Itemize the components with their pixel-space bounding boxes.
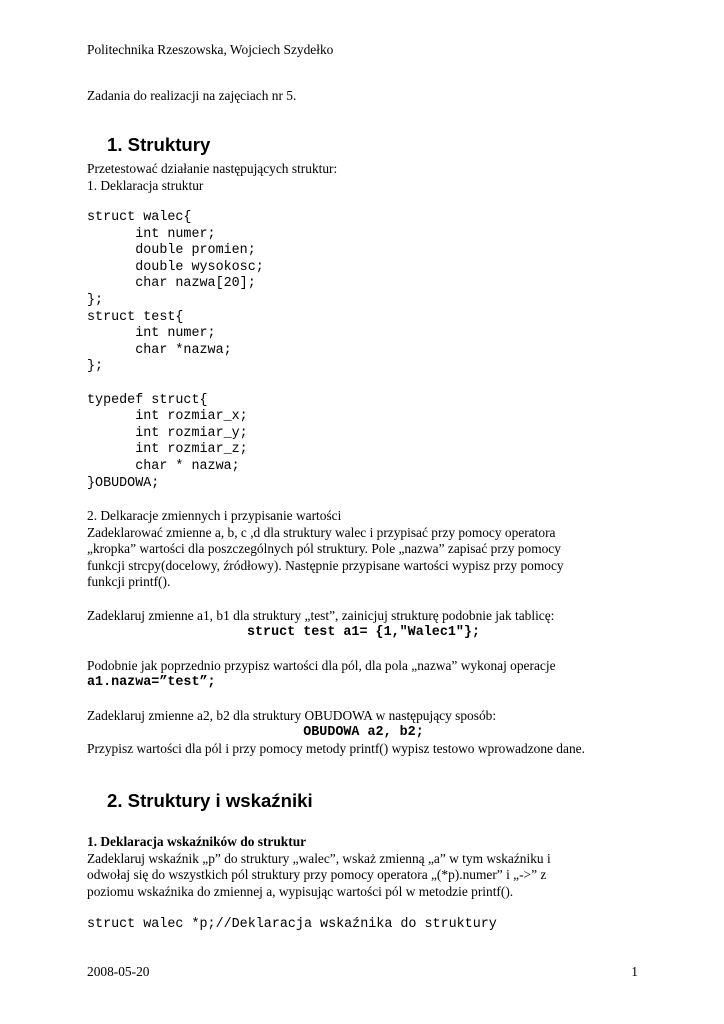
code-pointer-decl: struct walec *p;//Deklaracja wskaźnika do struktury — [87, 917, 497, 932]
para-line: Podobnie jak poprzednio przypisz wartości dla pól, dla pola „nazwa” wykonaj operacje — [87, 658, 556, 673]
code-obudowa-decl: OBUDOWA a2, b2; — [303, 724, 424, 740]
code-line: typedef struct{ — [87, 392, 208, 408]
code-line: }; — [87, 292, 104, 308]
subsection-variables: 2. Delkaracje zmiennych i przypisanie wartości — [87, 508, 342, 523]
code-line: int numer; — [87, 226, 216, 242]
para-line: odwołaj się do wszystkich pól struktury przy pomocy operatora „(*p).numer” i „->” z — [87, 867, 547, 883]
code-line: int rozmiar_y; — [87, 425, 248, 441]
code-line — [87, 376, 640, 393]
code-line: }; — [87, 359, 104, 375]
section1-para2 — [87, 608, 640, 641]
section1-title: 1. Struktury — [107, 134, 211, 155]
para-line: Zadeklaruj zmienne a2, b2 dla struktury OBUDOWA w następujący sposób: — [87, 708, 497, 723]
section1-para1 — [87, 508, 640, 591]
para-line: Zadeklarować zmienne a, b, c ,d dla struktury walec i przypisać przy pomocy operatora — [87, 524, 556, 540]
section2-title: 2. Struktury i wskaźniki — [107, 790, 313, 811]
footer-page-number: 1 — [631, 964, 638, 979]
para-line: Zadeklaruj zmienne a1, b1 dla struktury „test”, zainicjuj strukturę podobnie jak tablicę: — [87, 608, 555, 623]
para-line: funkcji strcpy(docelowy, źródłowy). Następnie przypisane wartości wypisz przy pomocy — [87, 557, 564, 573]
code-line: struct test{ — [87, 309, 184, 325]
code-line: struct walec{ — [87, 210, 192, 225]
para-line: Przypisz wartości dla pól i przy pomocy metody printf() wypisz testowo wprowadzone dane. — [87, 741, 585, 757]
code-line: double promien; — [87, 243, 256, 259]
para-line: Zadeklaruj wskaźnik „p” do struktury „walec”, wskaż zmienną „a” w tym wskaźniku i — [87, 850, 551, 866]
section1-para3 — [87, 658, 640, 691]
code-line: int numer; — [87, 326, 216, 342]
code-line: char * nazwa; — [87, 458, 240, 474]
para-line: poziomu wskaźnika do zmiennej a, wypisując wartości pól w metodzie printf(). — [87, 883, 514, 899]
code-line: }OBUDOWA; — [87, 475, 160, 491]
footer-date: 2008-05-20 — [87, 964, 150, 979]
code-init-test: struct test a1= {1,"Walec1"}; — [246, 624, 481, 640]
section2-body — [87, 834, 640, 900]
struct-code-block — [87, 210, 640, 492]
lead-text: Przetestować działanie następujących struktur: — [87, 161, 338, 176]
code-assign-name: a1.nazwa=”test”; — [87, 674, 216, 690]
intro-line: Zadania do realizacji na zajęciach nr 5. — [87, 88, 297, 103]
code-line: double wysokosc; — [87, 259, 264, 275]
code-line: int rozmiar_x; — [87, 409, 248, 425]
page-header: Politechnika Rzeszowska, Wojciech Szydełko — [87, 42, 334, 57]
subsection-pointer-declaration: 1. Deklaracja wskaźników do struktur — [87, 834, 307, 849]
code-line: char nazwa[20]; — [87, 276, 256, 292]
code-line: int rozmiar_z; — [87, 442, 248, 458]
section1-lead — [87, 161, 640, 194]
para-line: „kropka” wartości dla poszczególnych pól struktury. Pole „nazwa” zapisać przy pomocy — [87, 541, 561, 557]
section1-para4 — [87, 708, 640, 758]
code-line: char *nazwa; — [87, 342, 232, 358]
subsection-struct-declaration: 1. Deklaracja struktur — [87, 177, 204, 193]
para-line: funkcji printf(). — [87, 574, 171, 590]
